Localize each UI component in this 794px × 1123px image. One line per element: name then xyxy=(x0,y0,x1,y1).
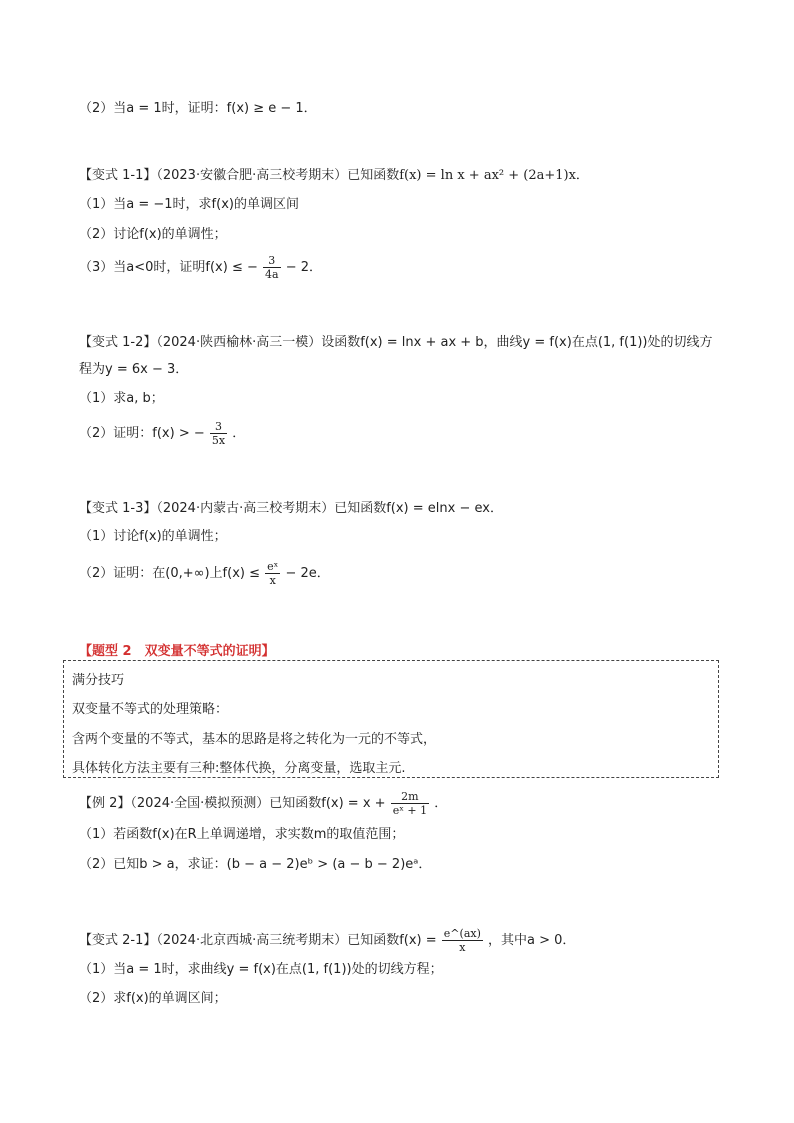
variant-1-3-q2: （2）证明：在(0,+∞)上f(x) ≤ $\frac{\text{eˣ}}{x}$ − 2e． xyxy=(79,560,330,587)
variant-2-1-q1: （1）当a = 1时，求曲线y = f(x)在点(1, f(1))处的切线方程； xyxy=(79,962,443,977)
variant-1-2-q1: （1）求a, b； xyxy=(79,391,164,406)
variant-1-1-q2: （2）讨论f(x)的单调性； xyxy=(79,227,227,242)
variant-2-1-q2: （2）求f(x)的单调区间； xyxy=(79,991,227,1006)
example-2-q1: （1）若函数f(x)在R上单调递增，求实数m的取值范围； xyxy=(79,827,405,842)
problem-part-2: （2）当a = 1时，证明：f(x) ≥ e − 1． xyxy=(79,101,317,116)
variant-1-2-heading: 【变式 1-2】（2024·陕西榆林·高三一模）设函数f(x) = lnx + ax + b，曲线y = f(x)在点(1, f(1))处的切线方 xyxy=(79,335,713,350)
tips-line: 具体转化方法主要有三种:整体代换，分离变量，选取主元. xyxy=(72,761,406,776)
tips-line: 满分技巧 xyxy=(72,673,125,688)
fraction: $\frac{e\^{}(ax)}{x}$ xyxy=(443,927,481,954)
function-definition: f(x) = ln x + ax² + (2a+1)x． xyxy=(399,168,589,183)
tips-line: 双变量不等式的处理策略： xyxy=(72,702,229,717)
variant-2-1-heading: 【变式 2-1】（2024·北京西城·高三统考期末）已知函数f(x) = $\frac{e\^{}(ax)}{x}$ ，其中a > 0． xyxy=(79,927,576,954)
variant-1-2-q2: （2）证明：f(x) > − $\frac{3}{5x}$ ． xyxy=(79,420,246,447)
fraction: $\frac{\text{eˣ}}{x}$ xyxy=(267,560,279,587)
variant-1-1-q1: （1）当a = −1时，求f(x)的单调区间 xyxy=(79,197,299,212)
fraction: $\frac{3}{5x}$ xyxy=(211,420,226,447)
variant-1-3-heading: 【变式 1-3】（2024·内蒙古·高三校考期末）已知函数f(x) = elnx − ex． xyxy=(79,501,503,516)
example-2-q2: （2）已知b > a，求证：(b − a − 2)eᵇ > (a − b − 2)eᵃ． xyxy=(79,857,432,872)
tips-line: 含两个变量的不等式，基本的思路是将之转化为一元的不等式， xyxy=(72,732,437,747)
variant-1-1-q3: （3）当a<0时，证明f(x) ≤ − $\frac{3}{4a}$ − 2． xyxy=(79,254,323,281)
fraction: $\frac{2m}{\text{eˣ + 1}}$ xyxy=(392,790,428,817)
variant-1-2-heading-cont: 程为y = 6x − 3． xyxy=(79,362,189,377)
tips-box xyxy=(63,660,719,778)
fraction: $\frac{3}{4a}$ xyxy=(265,254,279,281)
variant-1-1-heading: 【变式 1-1】（2023·安徽合肥·高三校考期末）已知函数f(x) = ln x + ax² + (2a+1)x． xyxy=(79,168,589,183)
section-title: 【题型 2 双变量不等式的证明】 xyxy=(79,644,275,659)
variant-1-3-q1: （1）讨论f(x)的单调性； xyxy=(79,529,227,544)
example-2-heading: 【例 2】（2024·全国·模拟预测）已知函数f(x) = x + $\frac{2m}{\text{eˣ + 1}}$ ． xyxy=(79,790,448,817)
